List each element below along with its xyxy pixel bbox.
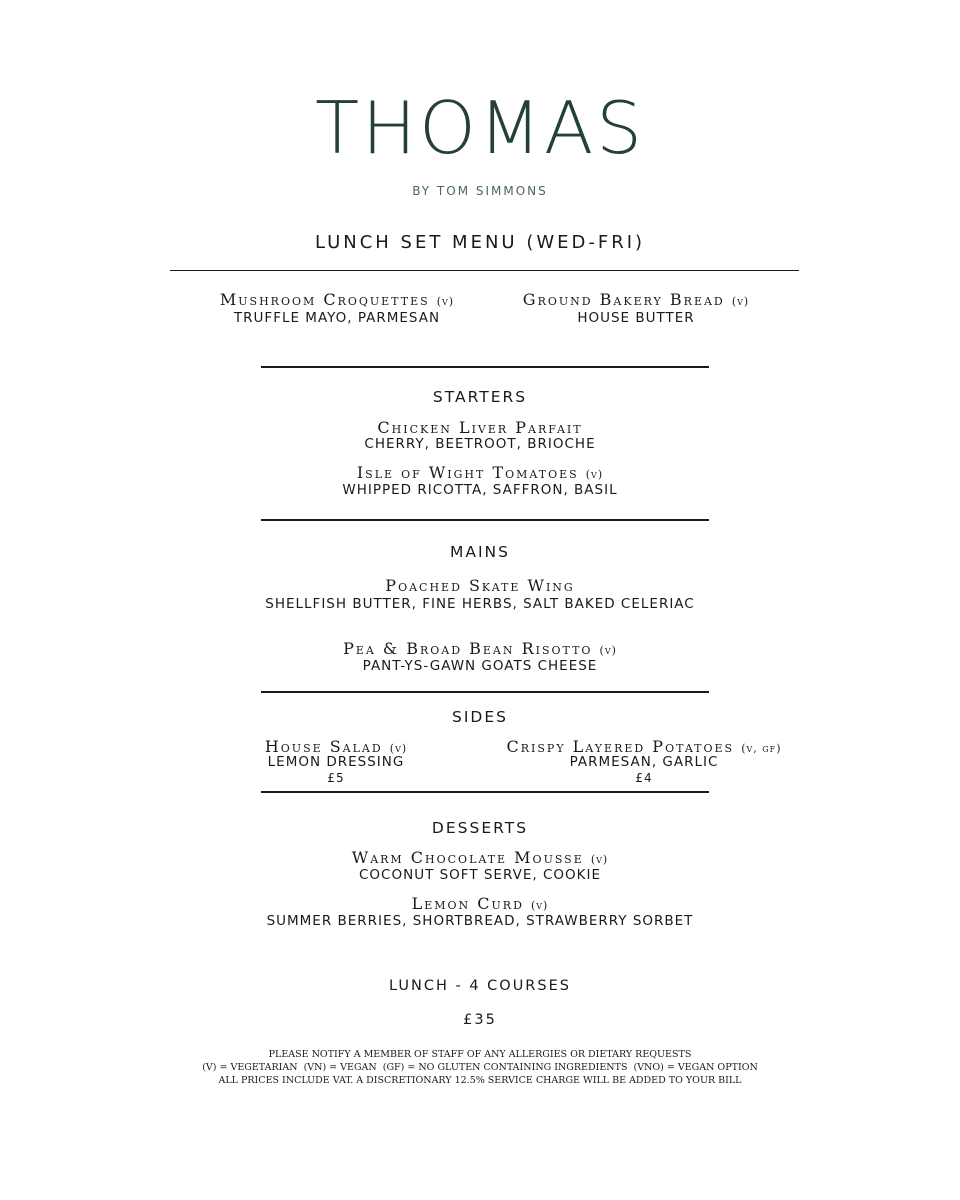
dietary-note: (v): [590, 853, 609, 866]
set-menu-label: LUNCH - 4 COURSES: [389, 978, 571, 994]
service-charge-notice: ALL PRICES INCLUDE VAT. A DISCRETIONARY 12.5% SERVICE CHARGE WILL BE ADDED TO YOUR BILL: [218, 1075, 742, 1086]
dietary-note: (v): [389, 742, 408, 755]
dish-title: Isle of Wight Tomatoes: [356, 463, 579, 482]
divider: [261, 791, 709, 793]
dietary-note: (v): [530, 899, 549, 912]
dish-name: [0, 850, 960, 866]
snack-item: [187, 292, 487, 326]
side-price: £4: [635, 770, 653, 785]
dish-name: [0, 578, 960, 594]
allergy-notice: PLEASE NOTIFY A MEMBER OF STAFF OF ANY ALLERGIES OR DIETARY REQUESTS: [268, 1049, 692, 1060]
divider: [261, 366, 709, 368]
dish-name: [0, 465, 960, 481]
side-item: [186, 739, 486, 784]
dish-description: CHERRY, BEETROOT, BRIOCHE: [364, 436, 596, 452]
dish-description: PANT-YS-GAWN GOATS CHEESE: [362, 658, 598, 674]
dietary-note: (v): [599, 644, 617, 657]
dish-name: [0, 420, 960, 436]
starter-item: [0, 465, 960, 498]
dietary-note: (v): [585, 468, 604, 481]
side-item: [464, 739, 824, 784]
dish-title: Poached Skate Wing: [385, 576, 575, 595]
dish-title: House Salad: [264, 737, 383, 756]
dish-description: TRUFFLE MAYO, PARMESAN: [233, 310, 441, 326]
main-item: [0, 578, 960, 612]
dish-name: [0, 641, 960, 657]
dish-description: LEMON DRESSING: [267, 754, 405, 770]
main-item: [0, 641, 960, 674]
section-heading-sides: SIDES: [452, 708, 508, 726]
section-heading-desserts: DESSERTS: [431, 819, 529, 837]
section-heading-starters: STARTERS: [432, 388, 528, 406]
dish-description: PARMESAN, GARLIC: [569, 754, 719, 770]
dish-title: Warm Chocolate Mousse: [351, 848, 584, 867]
divider: [261, 691, 709, 693]
dish-description: SUMMER BERRIES, SHORTBREAD, STRAWBERRY SORBET: [266, 913, 694, 929]
dish-description: SHELLFISH BUTTER, FINE HERBS, SALT BAKED CELERIAC: [265, 596, 695, 612]
menu-title: LUNCH SET MENU (WED-FRI): [314, 232, 646, 253]
snack-item: [486, 292, 786, 326]
dish-name: [186, 739, 486, 755]
dish-title: Crispy Layered Potatoes: [506, 737, 735, 756]
dish-title: Ground Bakery Bread: [522, 290, 725, 309]
side-price: £5: [327, 770, 345, 785]
divider: [170, 270, 799, 271]
dish-name: [486, 292, 786, 308]
dish-name: [464, 739, 824, 755]
dietary-note: (v): [731, 295, 750, 308]
brand-logo: THOMAS: [315, 86, 645, 170]
dish-description: COCONUT SOFT SERVE, COOKIE: [358, 867, 601, 883]
dietary-note: (v, gf): [741, 742, 782, 755]
set-menu-price: £35: [463, 1012, 497, 1028]
dish-description: WHIPPED RICOTTA, SAFFRON, BASIL: [342, 482, 618, 498]
dessert-item: [0, 850, 960, 883]
dessert-item: [0, 896, 960, 929]
starter-item: [0, 420, 960, 452]
section-heading-mains: MAINS: [450, 543, 510, 561]
dish-description: HOUSE BUTTER: [577, 310, 695, 326]
brand-byline: BY TOM SIMMONS: [412, 184, 548, 198]
dish-title: Pea & Broad Bean Risotto: [343, 639, 593, 658]
dish-name: [187, 292, 487, 308]
dish-title: Lemon Curd: [411, 894, 524, 913]
divider: [261, 519, 709, 521]
dish-title: Chicken Liver Parfait: [377, 418, 583, 437]
dietary-key: (V) = VEGETARIAN (VN) = VEGAN (GF) = NO GLUTEN CONTAINING INGREDIENTS (VNO) = VEGAN OPTION: [202, 1062, 758, 1073]
dietary-note: (v): [436, 295, 455, 308]
dish-title: Mushroom Croquettes: [219, 290, 430, 309]
dish-name: [0, 896, 960, 912]
